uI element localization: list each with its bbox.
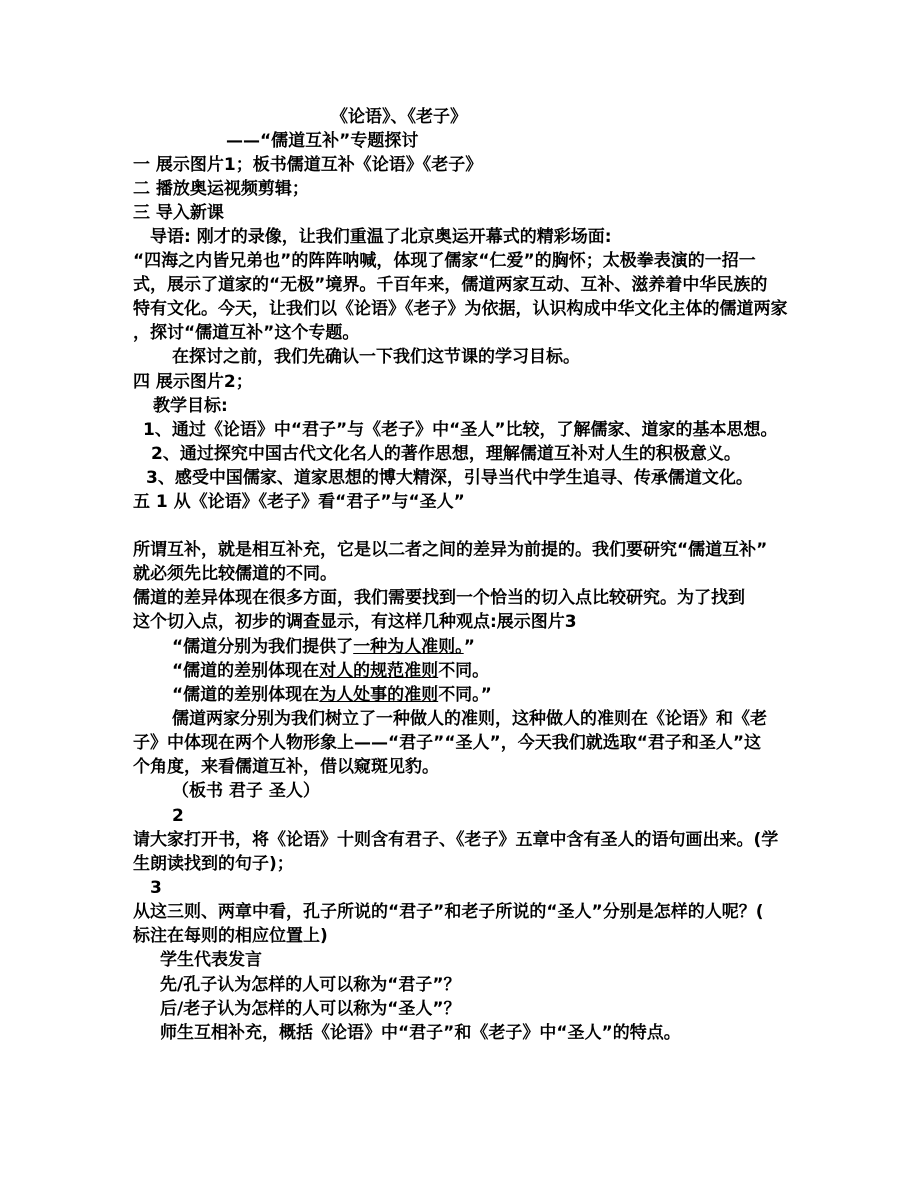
body-paragraph-line: 所谓互补，就是相互补充，它是以二者之间的差异为前提的。我们要研究“儒道互补” bbox=[133, 540, 768, 560]
intro-paragraph-line: 式，展示了道家的“无极”境界。千百年来，儒道两家互动、互补、滋养着中华民族的 bbox=[133, 275, 768, 295]
step-number: 2 bbox=[172, 806, 184, 826]
body-paragraph-line: 这个切入点，初步的调查显示，有这样几种观点:展示图片3 bbox=[133, 612, 577, 632]
body-paragraph-line: 从这三则、两章中看，孔子所说的“君子”和老子所说的“圣人”分别是怎样的人呢？( bbox=[133, 902, 764, 922]
body-paragraph-line: 个角度，来看儒道互补，借以窥斑见豹。 bbox=[133, 757, 439, 777]
viewpoint-text: 不同。 bbox=[438, 661, 490, 681]
body-paragraph-line: 请大家打开书，将《论语》十则含有君子、《老子》五章中含有圣人的语句画出来。(学 bbox=[133, 830, 779, 850]
viewpoint-text: “儒道的差别体现在 bbox=[172, 685, 320, 705]
objective-item: 1、通过《论语》中“君子”与《老子》中“圣人”比较，了解儒家、道家的基本思想。 bbox=[143, 420, 778, 440]
document-title: 《论语》、《老子》 bbox=[331, 107, 467, 127]
viewpoint-text: “儒道的差别体现在 bbox=[172, 661, 320, 681]
objective-item: 2、通过探究中国古代文化名人的著作思想，理解儒道互补对人生的积极意义。 bbox=[151, 444, 741, 464]
section-five-heading: 五 1 从《论语》《老子》看“君子”与“圣人” bbox=[133, 492, 465, 512]
body-paragraph-line: 儒道的差异体现在很多方面，我们需要找到一个恰当的切入点比较研究。为了找到 bbox=[133, 588, 745, 608]
intro-paragraph-line: 特有文化。今天，让我们以《论语》《老子》为依据，认识构成中华文化主体的儒道两家 bbox=[133, 299, 788, 319]
viewpoint-underlined-text: 对人的规范准则 bbox=[319, 661, 439, 681]
document-subtitle: ——“儒道互补”专题探讨 bbox=[226, 131, 419, 151]
step-number: 3 bbox=[150, 878, 162, 898]
blackboard-note: （板书 君子 圣人） bbox=[172, 781, 320, 801]
viewpoint-underlined-text: 为人处事的准则 bbox=[319, 685, 439, 705]
viewpoint-text: “儒道分别为我们提供了 bbox=[172, 637, 354, 657]
objective-item: 3、感受中国儒家、道家思想的博大精深，引导当代中学生追寻、传承儒道文化。 bbox=[146, 468, 753, 488]
objectives-heading: 教学目标: bbox=[153, 396, 228, 416]
viewpoint-item bbox=[172, 684, 492, 706]
body-paragraph-line: 子》中体现在两个人物形象上——“君子”“圣人”，今天我们就选取“君子和圣人”这 bbox=[133, 733, 762, 753]
body-paragraph-line: 就必须先比较儒道的不同。 bbox=[133, 564, 337, 584]
viewpoint-item bbox=[172, 660, 489, 682]
body-paragraph-line: 先/孔子认为怎样的人可以称为“君子”？ bbox=[160, 975, 461, 995]
viewpoint-item bbox=[172, 636, 475, 658]
body-paragraph-line: 学生代表发言 bbox=[160, 950, 262, 970]
intro-paragraph-line: “四海之内皆兄弟也”的阵阵呐喊，体现了儒家“仁爱”的胸怀；太极拳表演的一招一 bbox=[133, 251, 756, 271]
intro-paragraph-line: 导语: 刚才的录像，让我们重温了北京奥运开幕式的精彩场面: bbox=[150, 227, 612, 247]
section-four-heading: 四 展示图片2； bbox=[133, 372, 253, 392]
body-paragraph-line: 师生互相补充，概括《论语》中“君子”和《老子》中“圣人”的特点。 bbox=[160, 1023, 681, 1043]
viewpoint-underlined-text: 一种为人准则。 bbox=[353, 637, 464, 657]
viewpoint-text: ” bbox=[463, 637, 475, 657]
body-paragraph-line: 生朗读找到的句子)； bbox=[133, 854, 294, 874]
transition-paragraph: 在探讨之前，我们先确认一下我们这节课的学习目标。 bbox=[172, 347, 580, 367]
section-one-heading: 一 展示图片1；板书儒道互补《论语》《老子》 bbox=[133, 155, 483, 175]
body-paragraph-line: 后/老子认为怎样的人可以称为“圣人”？ bbox=[160, 999, 461, 1019]
section-three-heading: 三 导入新课 bbox=[133, 203, 224, 223]
intro-paragraph-line: ，探讨“儒道互补”这个专题。 bbox=[133, 323, 360, 343]
body-paragraph-line: 标注在每则的相应位置上) bbox=[133, 926, 328, 946]
viewpoint-text: 不同。” bbox=[438, 685, 492, 705]
section-two-heading: 二 播放奥运视频剪辑； bbox=[133, 179, 309, 199]
body-paragraph-line: 儒道两家分别为我们树立了一种做人的准则，这种做人的准则在《论语》和《老 bbox=[172, 709, 767, 729]
